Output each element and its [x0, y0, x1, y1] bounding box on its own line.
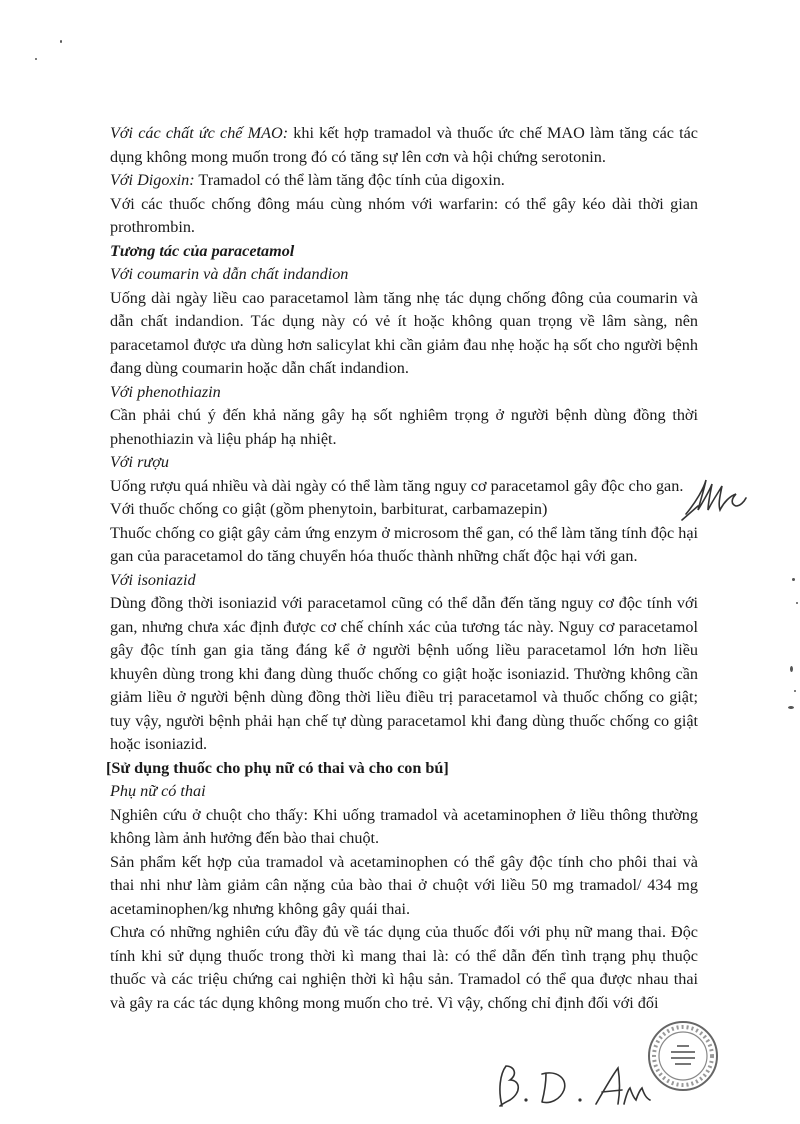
document-body [106, 122, 698, 1015]
scan-speck [794, 690, 796, 692]
paragraph-ruou: Uống rượu quá nhiều và dài ngày có thể làm tăng nguy cơ paracetamol gây độc cho gan. [110, 476, 684, 495]
paragraph-anticonvulsant: Thuốc chống co giật gây cảm ứng enzym ở microsom thể gan, có thể làm tăng tính độc hại gan của paracetamol do tăng chuyển hóa thuốc thành những chất độc hại với gan. [110, 523, 698, 565]
label-mao: Với các chất ức chế MAO: [110, 124, 289, 142]
paragraph-embryo-toxicity: Sản phẩm kết hợp của tramadol và acetaminophen có thể gây độc tính cho phôi thai và thai nhi như làm giảm cân nặng của bào thai ở chuột với liều 50 mg tramadol/ 434 mg acetaminophen/kg nhưng không gây quái thai. [110, 852, 698, 918]
subheading-phenothiazin: Với phenothiazin [110, 382, 221, 401]
scan-speck [60, 40, 62, 43]
subheading-ruou: Với rượu [110, 453, 169, 471]
paragraph-digoxin: Với Digoxin: Tramadol có thể làm tăng độc tính của digoxin. [110, 171, 505, 189]
scan-speck [792, 578, 795, 581]
paragraph-isoniazid: Dùng đồng thời isoniazid với paracetamol cũng có thể dẫn đến tăng nguy cơ độc tính với gan, nhưng chưa xác định được cơ chế chính xác của tương tác này. Nguy cơ paracetamol gây độc tính gan gia tăng đáng kể ở người bệnh uống liều paracetamol lớn hơn liều khuyên dùng trong khi đang dùng thuốc chống co giật hoặc isoniazid. Thường không cần giảm liều ở người bệnh dùng đồng thời liều điều trị paracetamol và thuốc chống co giật; tuy vậy, người bệnh phải hạn chế tự dùng paracetamol khi đang dùng thuốc chống co giật hoặc isoniazid. [110, 594, 698, 753]
paragraph-warfarin: Với các thuốc chống đông máu cùng nhóm với warfarin: có thể gây kéo dài thời gian prothrombin. [110, 194, 698, 236]
paragraph-phenothiazin: Cần phải chú ý đến khả năng gây hạ sốt nghiêm trọng ở người bệnh dùng đồng thời phenothiazin và liệu pháp hạ nhiệt. [110, 406, 698, 448]
section-heading-pregnancy: [Sử dụng thuốc cho phụ nữ có thai và cho con bú] [106, 758, 449, 777]
paragraph-pregnancy-studies: Chưa có những nghiên cứu đầy đủ về tác dụng của thuốc đối với phụ nữ mang thai. Độc tính khi sử dụng thuốc trong thời kì mang thai là: có thể dẫn đến tình trạng phụ thuộc thuốc và các triệu chứng cai nghiện thời kì hậu sản. Tramadol có thể qua được nhau thai và gây ra các tác dụng không mong muốn cho trẻ. Vì vậy, chống chỉ định đối với đối [110, 923, 698, 1012]
subheading-coumarin: Với coumarin và dẫn chất indandion [110, 265, 349, 283]
subheading-pregnant-women: Phụ nữ có thai [110, 782, 206, 800]
paragraph-rat-study: Nghiên cứu ở chuột cho thấy: Khi uống tramadol và acetaminophen ở liều thông thường không làm ảnh hưởng đến bào thai chuột. [110, 805, 698, 847]
subheading-isoniazid: Với isoniazid [110, 570, 196, 589]
scan-speck [35, 58, 37, 60]
label-digoxin: Với Digoxin: [110, 171, 195, 189]
handwritten-signature [488, 1060, 658, 1112]
paragraph-mao: Với các chất ức chế MAO: khi kết hợp tramadol và thuốc ức chế MAO làm tăng các tác dụng không mong muốn trong đó có tăng sự lên cơn và hội chứng serotonin. [110, 124, 698, 166]
paragraph-anticonvulsant-title: Với thuốc chống co giật (gồm phenytoin, barbiturat, carbamazepin) [110, 500, 548, 518]
handwritten-initials [676, 476, 748, 526]
scan-speck [796, 602, 798, 604]
scan-speck [790, 666, 793, 672]
scan-speck [788, 706, 794, 709]
paragraph-coumarin: Uống dài ngày liều cao paracetamol làm tăng nhẹ tác dụng chống đông của coumarin và dẫn chất indandion. Tác dụng này có vẻ ít hoặc không quan trọng về lâm sàng, nên paracetamol được ưa dùng hơn salicylat khi cần giảm đau nhẹ hoặc hạ sốt cho người bệnh đang dùng coumarin hoặc dẫn chất indandion. [110, 288, 698, 377]
section-heading-paracetamol: Tương tác của paracetamol [110, 241, 295, 260]
